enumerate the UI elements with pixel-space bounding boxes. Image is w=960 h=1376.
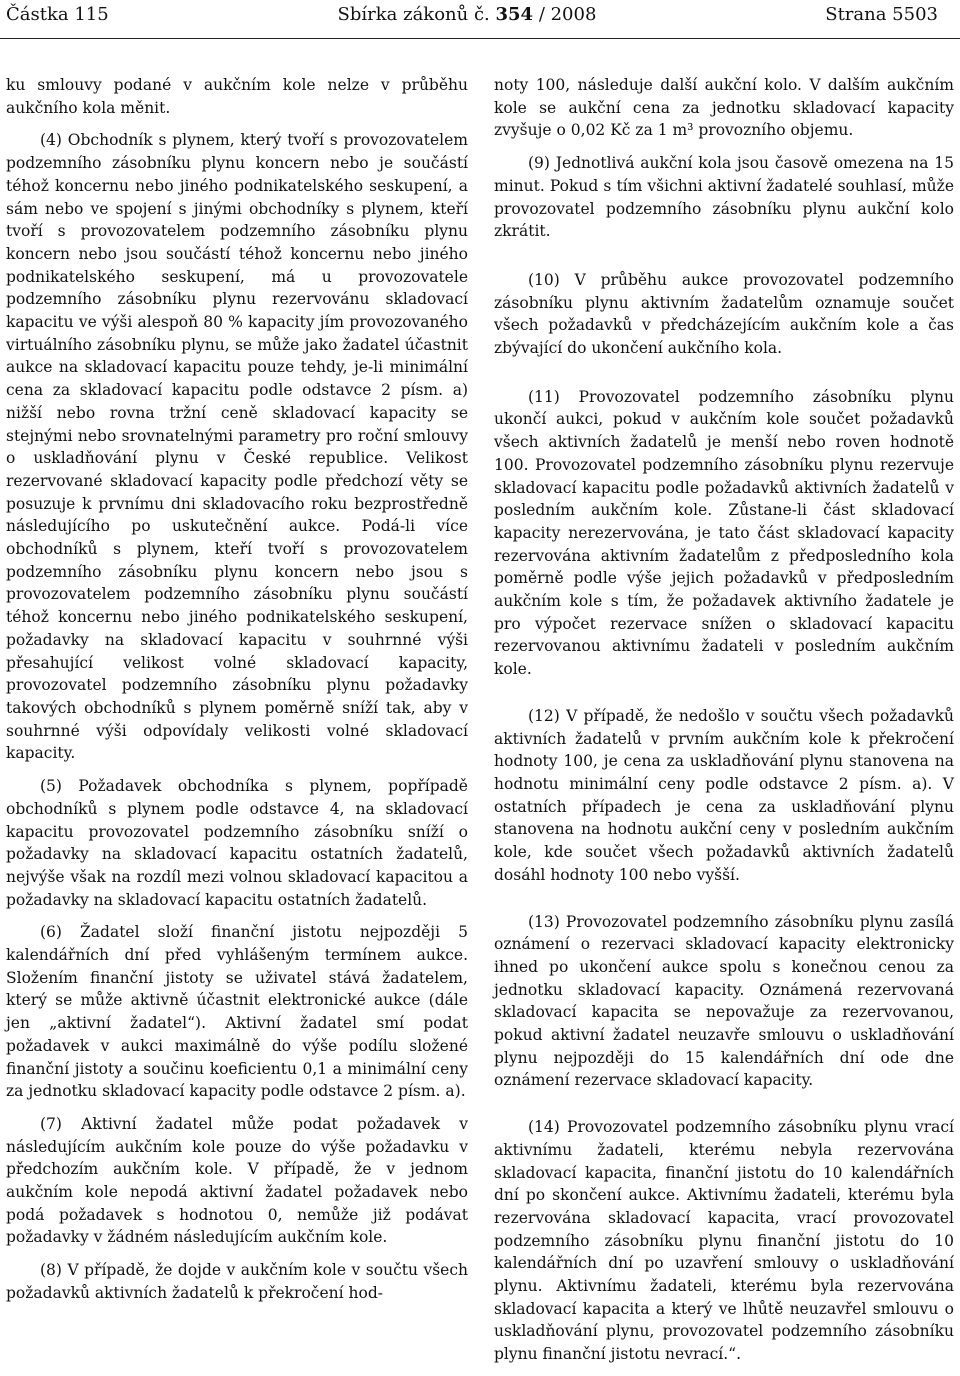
header-left: Částka 115 [6, 4, 109, 25]
header-center-prefix: Sbírka zákonů č. [337, 4, 490, 25]
header-center-number: 354 [495, 4, 534, 25]
header-center [338, 4, 597, 25]
paragraph-8-continuation: noty 100, následuje další aukční kolo. V dalším aukčním kole se aukční cena za jednotku skladovací kapacity zvyšuje o 0,02 Kč za 1 m³ provozního objemu. [494, 76, 954, 140]
right-column [494, 74, 954, 1376]
header-right: Strana 5503 [825, 4, 938, 25]
paragraph-11: (11) Provozovatel podzemního zásobníku plynu ukončí aukci, pokud v aukčním kole součet požadavků všech aktivních žadatelů je menší nebo roven hodnotě 100. Provozovatel podzemního zásobníku plynu rezervuje skladovací kapacitu podle požadavků aktivních žadatelů v posledním aukčním kole. Zůstane-li část skladovací kapacity nerezervována, je tato část skladovací kapacity rezervována aktivním žadatelům z předposledního kola poměrně podle výše jejich požadavků v předposledním aukčním kole s tím, že požadavek aktivního žadatele je pro výpočet rezervace snížen o skladovací kapacitu rezervovanou aktivnímu žadateli v posledním aukčním kole. [494, 387, 954, 679]
paragraph-7: (7) Aktivní žadatel může podat požadavek v následujícím aukčním kole pouze do výše požadavku v předchozím aukčním kole. V případě, že v jednom aukčním kole nepodá aktivní žadatel požadavek nebo podá požadavek s hodnotou 0, nemůže již podávat požadavky v žádném následujícím aukčním kole. [6, 1114, 468, 1247]
paragraph-6: (6) Žadatel složí finanční jistotu nejpozději 5 kalendářních dní před vyhlášeným termínem aukce. Složením finanční jistoty se uživatel stává žadatelem, který se může aktivně účastnit elektronické aukce (dále jen „aktivní žadatel“). Aktivní žadatel smí podat požadavek v aukci maximálně do výše podílu složené finanční jistoty a součinu koeficientu 0,1 a minimální ceny za jednotku skladovací kapacity podle odstavce 2 písm. a). [6, 923, 468, 1101]
page-header [6, 4, 938, 28]
paragraph-4: (4) Obchodník s plynem, který tvoří s provozovatelem podzemního zásobníku plynu koncern nebo je součástí téhož koncernu nebo jiného podnikatelského seskupení, a sám nebo ve spojení s jinými obchodníky s plynem, kteří tvoří s provozovatelem podzemního zásobníku plynu koncern nebo jsou součástí téhož koncernu nebo jiného podnikatelského seskupení, má u provozovatele podzemního zásobníku plynu rezervovánu skladovací kapacitu ve výši alespoň 80 % kapacity jím provozovaného virtuálního zásobníku plynu, se může jako žadatel účastnit aukce na skladovací kapacitu pouze tehdy, je-li minimální cena za skladovací kapacitu podle odstavce 2 písm. a) nižší nebo rovna tržní ceně skladovací kapacity se stejnými nebo srovnatelnými parametry pro roční smlouvy o uskladňování plynu v České republice. Velikost rezervované skladovací kapacity podle předchozí věty se posuzuje k prvnímu dni skladovacího roku bezprostředně následujícího po uskutečnění aukce. Podá-li více obchodníků s plynem, kteří tvoří s provozovatelem podzemního zásobníku plynu koncern nebo jsou s provozovatelem podzemního zásobníku plynu součástí téhož koncernu nebo jiného podnikatelského seskupení, požadavky na skladovací kapacitu v souhrnné výši přesahující velikost volné skladovací kapacity, provozovatel podzemního zásobníku plynu požadavky takových obchodníků s plynem poměrně sníží tak, aby v souhrnné výši odpovídaly velikosti volné skladovací kapacity. [6, 131, 468, 763]
header-rule [0, 38, 960, 39]
paragraph-8: (8) V případě, že dojde v aukčním kole v součtu všech požadavků aktivních žadatelů k překročení hod- [6, 1261, 468, 1302]
paragraph-9: (9) Jednotlivá aukční kola jsou časově omezena na 15 minut. Pokud s tím všichni aktivní žadatelé souhlasí, může provozovatel podzemního zásobníku plynu aukční kolo zkrátit. [494, 154, 954, 241]
paragraph-12: (12) V případě, že nedošlo v součtu všech požadavků aktivních žadatelů v prvním aukčním kole k překročení hodnoty 100, je cena za uskladňování plynu stanovena na hodnotu minimální ceny podle odstavce 2 písm. a). V ostatních případech je cena za uskladňování plynu stanovena na hodnotu aukční ceny v posledním aukčním kole, kde součet všech požadavků aktivních žadatelů dosáhl hodnoty 100 nebo vyšší. [494, 706, 954, 884]
paragraph-14: (14) Provozovatel podzemního zásobníku plynu vrací aktivnímu žadateli, kterému nebyla rezervována skladovací kapacita, finanční jistotu do 10 kalendářních dní po skončení aukce. Aktivnímu žadateli, kterému byla rezervována skladovací kapacita, vrací provozovatel podzemního zásobníku plynu finanční jistotu do 10 kalendářních dní po uzavření smlouvy o uskladňování plynu. Aktivnímu žadateli, kterému byla rezervována skladovací kapacita a který ve lhůtě neuzavřel smlouvu o uskladňování plynu, provozovatel podzemního zásobníku plynu finanční jistotu nevrací.“. [494, 1118, 954, 1364]
paragraph-continuation: ku smlouvy podané v aukčním kole nelze v průběhu aukčního kola měnit. [6, 76, 468, 117]
paragraph-13: (13) Provozovatel podzemního zásobníku plynu zasílá oznámení o rezervaci skladovací kapacity elektronicky ihned po ukončení aukce spolu s konečnou cenou za jednotku skladovací kapacity. Oznámená rezervovaná skladovací kapacita se nepovažuje za rezervovanou, pokud aktivní žadatel neuzavře smlouvu o uskladňování plynu nejpozději do 15 kalendářních dní ode dne oznámení rezervace skladovací kapacity. [494, 912, 954, 1090]
paragraph-10: (10) V průběhu aukce provozovatel podzemního zásobníku plynu aktivním žadatelům oznamuje součet všech požadavků v předcházejícím aukčním kole a čas zbývající do ukončení aukčního kola. [494, 270, 954, 358]
header-center-suffix: / 2008 [538, 4, 597, 25]
left-column [6, 74, 468, 1315]
paragraph-5: (5) Požadavek obchodníka s plynem, popřípadě obchodníků s plynem podle odstavce 4, na skladovací kapacitu provozovatel podzemního zásobníku sníží o požadavky na skladovací kapacitu ostatních žadatelů, nejvýše však na rozdíl mezi volnou skladovací kapacitou a požadavky na skladovací kapacitu ostatních žadatelů. [6, 777, 468, 909]
